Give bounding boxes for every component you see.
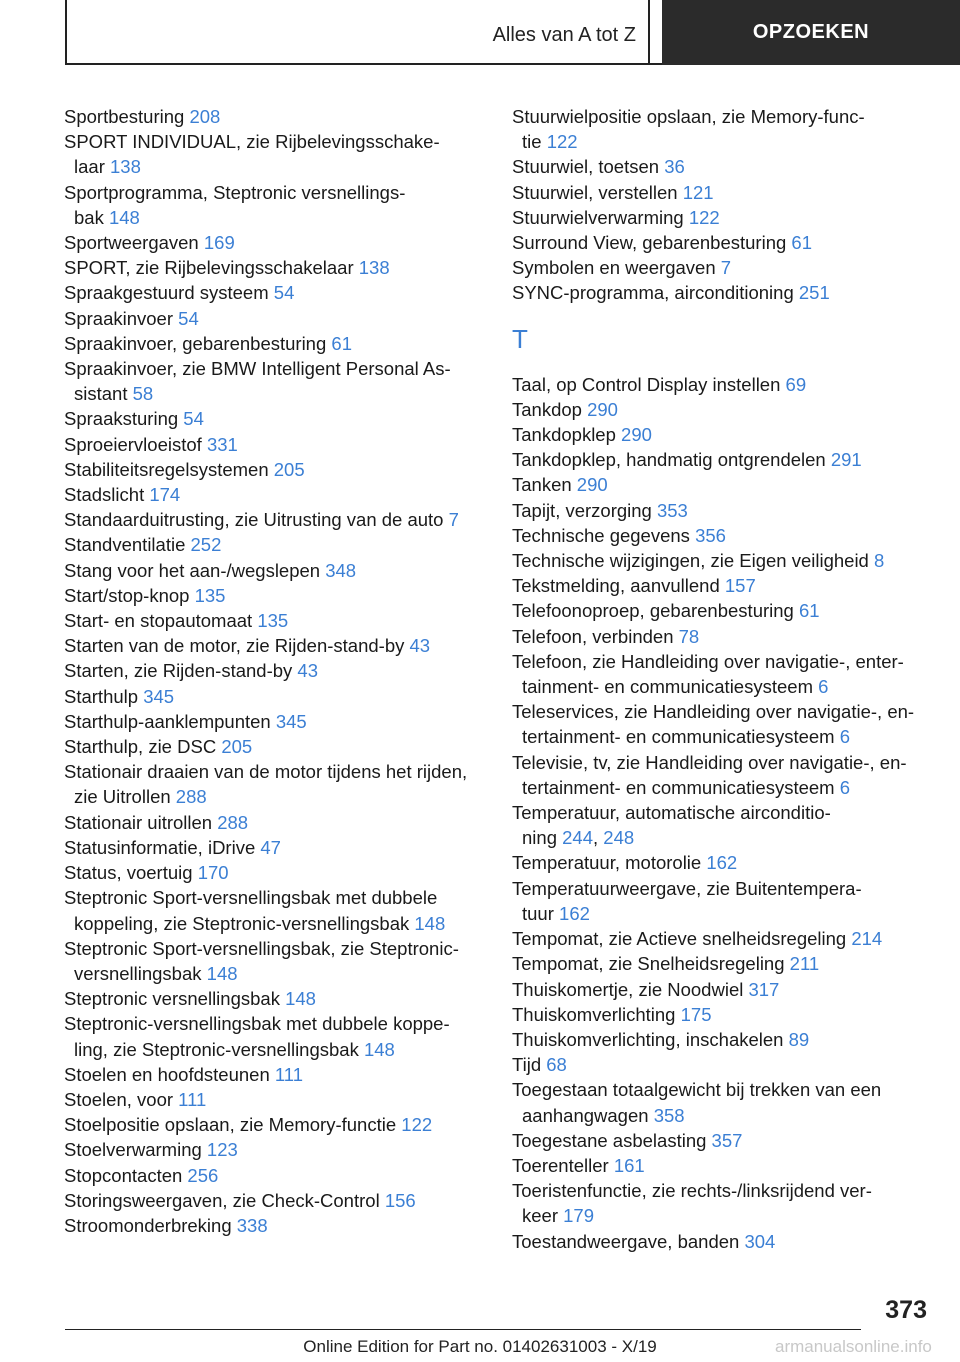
index-entry	[512, 255, 942, 280]
index-entry	[512, 1229, 942, 1254]
page-link[interactable]: 111	[178, 1088, 207, 1110]
page-link[interactable]: 6	[818, 676, 829, 698]
entry-text: Technische gegevens	[512, 524, 690, 546]
entry-text-continued: tuur	[522, 902, 554, 924]
page-link[interactable]: 7	[448, 509, 459, 531]
page-link[interactable]: 256	[187, 1164, 219, 1186]
entry-text: Stationair uitrollen	[64, 811, 213, 833]
entry-text: Starten, zie Rijden-stand-by	[64, 660, 293, 682]
entry-text: Stuurwielverwarming	[512, 206, 684, 228]
index-entry	[64, 356, 484, 406]
index-column-right	[512, 104, 942, 1254]
index-entry	[512, 649, 942, 699]
page-link[interactable]: 205	[221, 736, 253, 758]
index-entry	[64, 1188, 484, 1213]
page-link[interactable]: 43	[297, 660, 318, 682]
entry-text: Status, voertuig	[64, 862, 193, 884]
page-link[interactable]: 61	[798, 600, 820, 622]
entry-text: Statusinformatie, iDrive	[64, 836, 256, 858]
index-entry	[64, 280, 484, 305]
entry-text-continued: sistant	[74, 383, 128, 405]
page-link[interactable]: 175	[680, 1003, 712, 1025]
index-entry: Temperatuur, automatische airconditio- ning 244, 248	[512, 802, 831, 849]
index-entry	[512, 624, 942, 649]
entry-text: Spraakinvoer, gebarenbesturing	[64, 332, 327, 354]
entry-text: Telefoon, verbinden	[512, 625, 674, 647]
entry-text: Steptronic-versnellingsbak met dubbele koppe-	[64, 1013, 450, 1035]
index-entry	[512, 951, 942, 976]
page-link[interactable]: 357	[711, 1129, 743, 1151]
page-link[interactable]: 208	[189, 106, 221, 127]
entry-text: Tanken	[512, 474, 572, 496]
header-divider-left	[65, 0, 67, 64]
page-link[interactable]: 248	[603, 827, 635, 849]
page-link[interactable]: 54	[273, 282, 295, 304]
entry-text: Teleservices, zie Handleiding over navigatie-, en-	[512, 701, 915, 723]
entry-text: Starten van de motor, zie Rijden-stand-by	[64, 635, 405, 657]
index-entry	[64, 986, 484, 1011]
entry-text-continued: laar	[74, 156, 105, 178]
index-entry	[512, 573, 942, 598]
page-link[interactable]: 123	[206, 1139, 238, 1161]
entry-text-continued: ling, zie Steptronic-versnellingsbak	[74, 1038, 359, 1060]
entry-text: Stationair draaien van de motor tijdens het rijden,	[64, 761, 468, 783]
index-entry	[512, 926, 942, 951]
index-entry	[512, 1178, 942, 1228]
page-link[interactable]: 68	[546, 1054, 567, 1076]
entry-text: Stoelen, voor	[64, 1088, 174, 1110]
entry-text: Tapijt, verzorging	[512, 499, 652, 521]
entry-text: Sportbesturing	[64, 106, 185, 127]
page-link[interactable]: 7	[720, 257, 732, 279]
index-entry	[512, 876, 942, 926]
index-entry	[512, 104, 942, 154]
entry-text-continued: tie	[522, 131, 542, 153]
entry-text: Toeristenfunctie, zie rechts-/linksrijdend ver-	[512, 1180, 872, 1202]
entry-text: Stang voor het aan-/wegslepen	[64, 559, 321, 581]
footer-rule	[65, 1329, 861, 1330]
index-entry	[64, 658, 484, 683]
page-link[interactable]: 148	[414, 912, 446, 934]
page-link[interactable]: 122	[401, 1114, 433, 1136]
entry-text-continued: zie Uitrollen	[74, 786, 171, 808]
entry-text-continued: koppeling, zie Steptronic-versnellingsbak	[74, 912, 410, 934]
entry-text: Starthulp-aanklempunten	[64, 710, 271, 732]
page-link[interactable]: 162	[706, 852, 738, 874]
page-link[interactable]: 345	[275, 710, 307, 732]
page-link[interactable]: 6	[839, 776, 851, 798]
entry-text: Steptronic versnellingsbak	[64, 988, 280, 1010]
entry-text-continued: versnellingsbak	[74, 962, 202, 984]
entry-text: Symbolen en weergaven	[512, 257, 716, 279]
entry-text-continued: keer	[522, 1205, 558, 1227]
index-entry	[64, 230, 484, 255]
index-entry	[512, 699, 942, 749]
section-letter: T	[512, 323, 528, 354]
entry-text: Temperatuur, automatische airconditio-	[512, 802, 831, 824]
page-link[interactable]: 291	[830, 449, 862, 471]
page-link[interactable]: 122	[546, 131, 578, 153]
page-link[interactable]: 179	[563, 1205, 595, 1227]
entry-text: Temperatuurweergave, zie Buitentempera-	[512, 877, 862, 899]
index-entry	[64, 532, 484, 557]
index-entry	[512, 523, 942, 548]
entry-text-continued: tertainment- en communicatiesysteem	[522, 726, 835, 748]
index-entry	[64, 331, 484, 356]
page-link[interactable]: 251	[798, 282, 830, 304]
entry-text: Toerenteller	[512, 1154, 609, 1176]
entry-text: Toegestaan totaalgewicht bij trekken van een	[512, 1079, 882, 1101]
page-link[interactable]: 317	[748, 978, 780, 1000]
index-entry	[64, 129, 484, 179]
index-entry	[64, 507, 484, 532]
index-entry	[512, 1027, 942, 1052]
index-entry	[512, 472, 942, 497]
entry-text: Telefoon, zie Handleiding over navigatie-, enter-	[512, 650, 904, 672]
page-link[interactable]: 138	[358, 257, 390, 279]
page-link[interactable]: 122	[688, 206, 720, 228]
page-link[interactable]: 348	[325, 559, 357, 581]
page-number: 373	[885, 1296, 927, 1324]
index-group-s	[512, 104, 942, 306]
index-entry	[64, 885, 484, 935]
entry-text: Spraakgestuurd systeem	[64, 282, 269, 304]
page-link[interactable]: 47	[260, 836, 281, 858]
index-entry	[512, 1128, 942, 1153]
index-entry	[64, 936, 484, 986]
index-entry	[64, 406, 484, 431]
page-link[interactable]: 148	[285, 988, 316, 1010]
header-divider-mid	[648, 0, 650, 64]
index-entry	[512, 372, 942, 397]
page-link[interactable]: 61	[331, 332, 352, 354]
page-link[interactable]: 345	[143, 685, 175, 707]
index-entry	[64, 1112, 484, 1137]
page-link[interactable]: 156	[384, 1189, 416, 1211]
entry-text: Televisie, tv, zie Handleiding over navigatie-, en-	[512, 751, 907, 773]
index-entry	[512, 750, 942, 800]
entry-text: Taal, op Control Display instellen	[512, 373, 781, 395]
page-link[interactable]: 161	[613, 1154, 645, 1176]
entry-text: Tankdopklep, handmatig ontgrendelen	[512, 449, 826, 471]
index-entry	[64, 558, 484, 583]
entry-text: Standaarduitrusting, zie Uitrusting van de auto	[64, 509, 444, 531]
page-link[interactable]: 331	[206, 433, 238, 455]
tab-opzoeken[interactable]: OPZOEKEN	[662, 0, 960, 65]
index-entry	[64, 180, 484, 230]
section-label: Alles van A tot Z	[492, 24, 636, 46]
entry-text: Tankdop	[512, 398, 582, 420]
entry-text: SPORT, zie Rijbelevingsschakelaar	[64, 257, 354, 279]
entry-text: Stuurwielpositie opslaan, zie Memory-func-	[512, 106, 865, 127]
entry-text-continued: tainment- en communicatiesysteem	[522, 676, 813, 698]
index-entry	[512, 1077, 942, 1127]
entry-text: Telefoonoproep, gebarenbesturing	[512, 600, 794, 622]
entry-text: SPORT INDIVIDUAL, zie Rijbelevingsschake-	[64, 131, 440, 153]
entry-text: Technische wijzigingen, zie Eigen veiligheid	[512, 550, 869, 572]
index-entry	[512, 422, 942, 447]
page-link[interactable]: 148	[363, 1038, 395, 1060]
page-link[interactable]: 214	[851, 928, 883, 950]
index-entry	[512, 977, 942, 1002]
page-link[interactable]: 353	[656, 499, 688, 521]
entry-text: Spraaksturing	[64, 408, 179, 430]
index-entry	[512, 397, 942, 422]
entry-text: Start/stop-knop	[64, 584, 190, 606]
page-link[interactable]: 135	[194, 584, 226, 606]
index-entry	[64, 860, 484, 885]
index-entry	[64, 104, 484, 129]
page-link[interactable]: 54	[178, 307, 199, 329]
entry-text-continued: tertainment- en communicatiesysteem	[522, 776, 835, 798]
index-entry	[64, 306, 484, 331]
index-entry	[512, 180, 942, 205]
page-link[interactable]: 338	[236, 1214, 268, 1236]
index-entry	[64, 835, 484, 860]
entry-text: Tempomat, zie Snelheidsregeling	[512, 953, 785, 975]
entry-text: Start- en stopautomaat	[64, 610, 253, 632]
entry-text: Temperatuur, motorolie	[512, 852, 702, 874]
page-link[interactable]: 78	[678, 625, 700, 647]
entry-text: Storingsweergaven, zie Check-Control	[64, 1189, 380, 1211]
page-link[interactable]: 288	[175, 786, 207, 808]
page-link[interactable]: 8	[874, 550, 885, 572]
entry-text: Stopcontacten	[64, 1164, 183, 1186]
entry-text: Starthulp	[64, 685, 139, 707]
page-link[interactable]: 290	[576, 474, 608, 496]
entry-text: Sproeiervloeistof	[64, 433, 202, 455]
index-entry	[64, 810, 484, 835]
footer-edition: Online Edition for Part no. 01402631003 - X/19	[303, 1337, 657, 1356]
entry-text-continued: ning	[522, 827, 557, 849]
entry-text: Toestandweergave, banden	[512, 1230, 740, 1252]
entry-text: Starthulp, zie DSC	[64, 736, 217, 758]
entry-text: Steptronic Sport-versnellingsbak, zie Steptronic-	[64, 937, 459, 959]
entry-text: Stabiliteitsregelsystemen	[64, 458, 269, 480]
page-link[interactable]: 6	[839, 726, 851, 748]
entry-text: Stadslicht	[64, 484, 145, 506]
index-entry	[64, 1011, 484, 1061]
entry-text: Stuurwiel, toetsen	[512, 156, 660, 178]
page-link[interactable]: 89	[788, 1028, 810, 1050]
page-link[interactable]: 69	[785, 373, 807, 395]
index-entry	[64, 1163, 484, 1188]
index-entry	[64, 1087, 484, 1112]
page-link[interactable]: 290	[587, 398, 618, 420]
entry-text-continued: aanhangwagen	[522, 1104, 649, 1126]
entry-text: Tijd	[512, 1054, 542, 1076]
page-link[interactable]: 169	[203, 232, 235, 254]
entry-text: Stoelen en hoofdsteunen	[64, 1063, 270, 1085]
entry-text: Toegestane asbelasting	[512, 1129, 707, 1151]
page-link[interactable]: 138	[110, 156, 141, 178]
entry-text: Stroomonderbreking	[64, 1214, 232, 1236]
index-entry	[512, 280, 942, 305]
page-link[interactable]: 54	[183, 408, 204, 430]
index-entry	[64, 709, 484, 734]
entry-text: Standventilatie	[64, 534, 186, 556]
entry-text: Sportprogramma, Steptronic versnellings-	[64, 181, 406, 203]
entry-text: Tekstmelding, aanvullend	[512, 575, 720, 597]
entry-text: Thuiskomertje, zie Noodwiel	[512, 978, 744, 1000]
page-link[interactable]: 170	[197, 862, 229, 884]
index-entry	[512, 1052, 942, 1077]
page-link[interactable]: 290	[621, 424, 652, 446]
index-entry	[64, 1062, 484, 1087]
index-entry	[64, 633, 484, 658]
index-entry	[512, 598, 942, 623]
page-link[interactable]: 135	[257, 610, 289, 632]
entry-text: Stuurwiel, verstellen	[512, 181, 678, 203]
page-link[interactable]: 58	[132, 383, 154, 405]
page-link[interactable]: 205	[273, 458, 305, 480]
entry-text: Tempomat, zie Actieve snelheidsregeling	[512, 928, 847, 950]
entry-text: Sportweergaven	[64, 232, 199, 254]
entry-text: Spraakinvoer	[64, 307, 174, 329]
page-link[interactable]: 162	[559, 902, 590, 924]
index-entry	[512, 230, 942, 255]
entry-text: Tankdopklep	[512, 424, 616, 446]
page-link[interactable]: 36	[664, 156, 685, 178]
index-entry	[512, 850, 942, 875]
entry-text: Spraakinvoer, zie BMW Intelligent Personal As-	[64, 358, 451, 380]
page-link[interactable]: 157	[724, 575, 756, 597]
page-link[interactable]: 61	[791, 232, 812, 254]
header-bottom-rule	[65, 63, 662, 65]
index-entry	[64, 1213, 484, 1238]
index-entry	[64, 457, 484, 482]
index-entry	[512, 154, 942, 179]
entry-text: SYNC-programma, airconditioning	[512, 282, 794, 304]
page-link[interactable]: 211	[789, 953, 820, 975]
index-entry	[512, 205, 942, 230]
index-group-t	[512, 372, 942, 1254]
entry-text: Stoelverwarming	[64, 1139, 202, 1161]
page-link[interactable]: 356	[695, 524, 726, 546]
index-entry	[64, 432, 484, 457]
entry-text-continued: bak	[74, 206, 104, 228]
index-entry	[512, 1153, 942, 1178]
page-link[interactable]: 111	[274, 1063, 303, 1085]
page-link[interactable]: 148	[206, 962, 238, 984]
index-entry	[64, 482, 484, 507]
entry-text: Thuiskomverlichting, inschakelen	[512, 1028, 784, 1050]
index-entry	[512, 1002, 942, 1027]
index-entry	[512, 498, 942, 523]
page-header	[0, 0, 960, 66]
entry-text: Surround View, gebarenbesturing	[512, 232, 787, 254]
page-link[interactable]: 252	[190, 534, 222, 556]
index-entry	[64, 684, 484, 709]
entry-text: Thuiskomverlichting	[512, 1003, 676, 1025]
index-entry	[64, 255, 484, 280]
index-entry	[64, 608, 484, 633]
footer-logo: armanualsonline.info	[775, 1337, 932, 1356]
index-entry	[64, 759, 484, 809]
page-link[interactable]: 304	[744, 1230, 776, 1252]
page-link[interactable]: 174	[149, 484, 181, 506]
index-entry	[512, 548, 942, 573]
page-link[interactable]: 358	[653, 1104, 685, 1126]
entry-text: Steptronic Sport-versnellingsbak met dubbele	[64, 887, 438, 909]
index-entry	[64, 734, 484, 759]
page-link[interactable]: 43	[409, 635, 431, 657]
index-entry	[64, 1137, 484, 1162]
index-entry	[64, 583, 484, 608]
page-link[interactable]: 148	[108, 206, 140, 228]
entry-text: Stoelpositie opslaan, zie Memory-functie	[64, 1114, 397, 1136]
page-link[interactable]: 121	[682, 181, 714, 203]
page-link[interactable]: 288	[217, 811, 249, 833]
index-column-left	[64, 104, 484, 1238]
index-entry	[512, 447, 942, 472]
page-link[interactable]: 244	[562, 827, 593, 849]
